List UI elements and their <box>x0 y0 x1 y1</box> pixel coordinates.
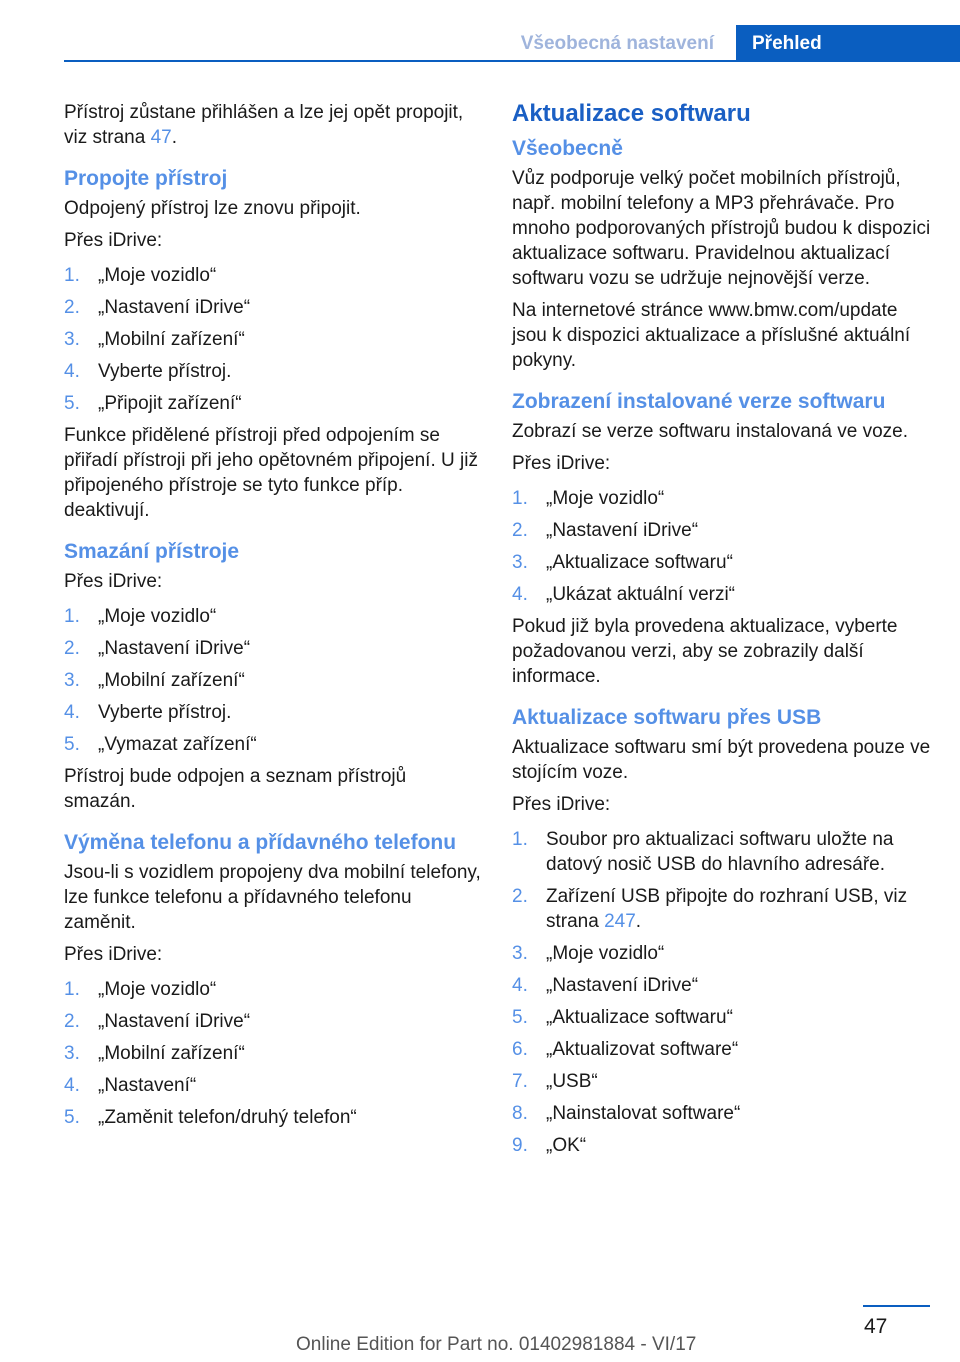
list-item: 9. „OK“ <box>512 1135 587 1156</box>
section-heading-connect: Propojte přístroj <box>64 167 228 190</box>
list-item: 2. „Nastavení iDrive“ <box>64 297 251 318</box>
steps-list-connect <box>64 263 482 416</box>
paragraph: Přístroj bude odpojen a seznam přístrojů smazán. <box>64 766 407 812</box>
list-item: 5. „Aktualizace softwaru“ <box>512 1007 733 1028</box>
footer-edition-note: Online Edition for Part no. 01402981884 - VI/17 <box>296 1334 697 1355</box>
page-header <box>499 25 960 62</box>
list-item: 4. „Nastavení iDrive“ <box>512 975 699 996</box>
list-item: 1. Soubor pro aktualizaci softwaru uložte na datový nosič USB do hlavního adresáře. <box>512 829 894 875</box>
steps-list-version <box>512 486 932 607</box>
page-number: 47 <box>864 1315 888 1338</box>
page-link-247[interactable]: 247 <box>604 911 636 932</box>
chapter-heading: Aktualizace softwaru <box>512 100 751 127</box>
list-item: 2. „Nastavení iDrive“ <box>64 1011 251 1032</box>
paragraph: Přes iDrive: <box>64 230 163 251</box>
list-item: 1. „Moje vozidlo“ <box>64 979 217 1000</box>
list-item: 1. „Moje vozidlo“ <box>512 488 665 509</box>
list-item: 3. „Mobilní zařízení“ <box>64 1043 245 1064</box>
paragraph: Pokud již byla provedena aktualizace, vyberte požadovanou verzi, aby se zobrazily další informace. <box>512 616 898 687</box>
list-item: 4. Vyberte přístroj. <box>64 361 232 382</box>
section-heading-general: Všeobecně <box>512 137 623 160</box>
section-heading-version: Zobrazení instalované verze softwaru <box>512 390 886 413</box>
list-item: 3. „Moje vozidlo“ <box>512 943 665 964</box>
right-column <box>512 100 932 1165</box>
list-item: 4. Vyberte přístroj. <box>64 702 232 723</box>
list-item: 5. „Zaměnit telefon/druhý telefon“ <box>64 1107 357 1128</box>
left-column <box>64 100 482 1137</box>
paragraph: Přes iDrive: <box>512 453 611 474</box>
list-item: 3. „Mobilní zařízení“ <box>64 329 245 350</box>
list-item: 7. „USB“ <box>512 1071 598 1092</box>
section-heading-swap: Výměna telefonu a přídavného telefonu <box>64 831 457 854</box>
list-item: 3. „Aktualizace softwaru“ <box>512 552 733 573</box>
paragraph: Jsou-li s vozidlem propojeny dva mobilní telefony, lze funkce telefonu a přídavného telefonu zaměnit. <box>64 862 481 933</box>
list-item: 8. „Nainstalovat software“ <box>512 1103 741 1124</box>
list-item: 3. „Mobilní zařízení“ <box>64 670 245 691</box>
paragraph: Odpojený přístroj lze znovu připojit. <box>64 198 361 219</box>
paragraph: Vůz podporuje velký počet mobilních přístrojů, např. mobilní telefony a MP3 přehrávače. Pro mnoho podporovaných přístrojů budou k dispozici aktualizace softwaru. Pravidelnou aktualizací softwaru vozu se udržuje nejnovější verze. <box>512 168 931 289</box>
paragraph: Na internetové stránce www.bmw.com/update jsou k dispozici aktualizace a příslušné aktuální pokyny. <box>512 300 911 371</box>
header-section-title: Všeobecná nastavení <box>520 33 714 54</box>
header-rule <box>64 60 960 62</box>
paragraph: Aktualizace softwaru smí být provedena pouze ve stojícím voze. <box>512 737 931 783</box>
page-link-47[interactable]: 47 <box>150 127 172 148</box>
steps-list-swap <box>64 977 482 1130</box>
section-heading-delete: Smazání přístroje <box>64 540 240 563</box>
list-item: 6. „Aktualizovat software“ <box>512 1039 739 1060</box>
list-item: 5. „Vymazat zařízení“ <box>64 734 257 755</box>
list-item: 1. „Moje vozidlo“ <box>64 606 217 627</box>
list-item: 2. „Nastavení iDrive“ <box>64 638 251 659</box>
intro-paragraph: Přístroj zůstane přihlášen a lze jej opět propojit, viz strana 47. <box>64 102 464 148</box>
paragraph: Přes iDrive: <box>512 794 611 815</box>
list-item: 4. „Nastavení“ <box>64 1075 197 1096</box>
header-chapter-tab: Přehled <box>736 25 960 62</box>
paragraph: Přes iDrive: <box>64 944 163 965</box>
steps-list-delete <box>64 604 482 757</box>
section-heading-usb: Aktualizace softwaru přes USB <box>512 706 822 729</box>
paragraph: Funkce přidělené přístroji před odpojením se přiřadí přístroji při jeho opětovném připojení. U již připojeného přístroje se tyto funkce příp. deaktivují. <box>64 425 478 521</box>
page-number-rule <box>863 1305 930 1307</box>
list-item: 1. „Moje vozidlo“ <box>64 265 217 286</box>
paragraph: Zobrazí se verze softwaru instalovaná ve voze. <box>512 421 909 442</box>
list-item: 4. „Ukázat aktuální verzi“ <box>512 584 736 605</box>
paragraph: Přes iDrive: <box>64 571 163 592</box>
list-item: 2. Zařízení USB připojte do rozhraní USB, viz strana 247. <box>512 886 908 932</box>
steps-list-usb <box>512 827 932 1158</box>
list-item: 2. „Nastavení iDrive“ <box>512 520 699 541</box>
list-item: 5. „Připojit zařízení“ <box>64 393 242 414</box>
